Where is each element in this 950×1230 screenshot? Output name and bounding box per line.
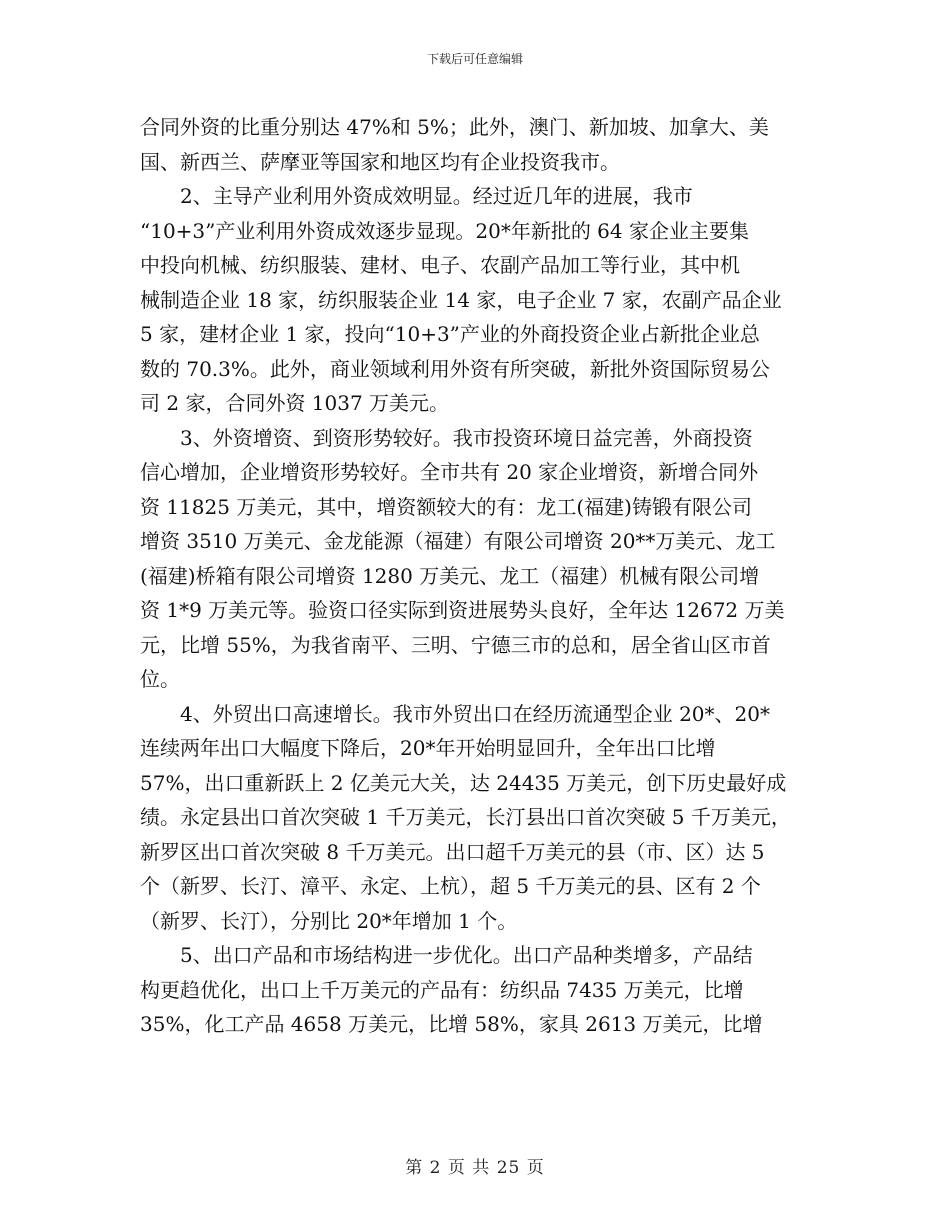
text-line: 增资 3510 万美元、金龙能源（福建）有限公司增资 20**万美元、龙工 bbox=[140, 529, 776, 553]
text-line: 元，比增 55%，为我省南平、三明、宁德三市的总和，居全省山区市首 bbox=[140, 632, 771, 657]
text-line: 械制造企业 18 家，纺织服装企业 14 家，电子企业 7 家，农副产品企业 bbox=[140, 287, 782, 312]
text-line: 中投向机械、纺织服装、建材、电子、农副产品加工等行业，其中机 bbox=[140, 253, 740, 277]
paragraph-5 bbox=[140, 938, 830, 1042]
text-line: 位。 bbox=[140, 667, 180, 691]
page-number: 第 2 页 共 25 页 bbox=[405, 1158, 545, 1178]
text-line: 5、出口产品和市场结构进一步优化。出口产品种类增多，产品结 bbox=[180, 943, 753, 967]
text-line: (福建)桥箱有限公司增资 1280 万美元、龙工（福建）机械有限公司增 bbox=[140, 563, 760, 588]
text-line: 信心增加，企业增资形势较好。全市共有 20 家企业增资，新增合同外 bbox=[140, 460, 759, 484]
text-line: 个（新罗、长汀、漳平、永定、上杭），超 5 千万美元的县、区有 2 个 bbox=[140, 874, 761, 898]
text-line: 5 家，建材企业 1 家，投向“10+3”产业的外商投资企业占新批企业总 bbox=[140, 322, 760, 346]
text-line: 4、外贸出口高速增长。我市外贸出口在经历流通型企业 20*、20* bbox=[180, 701, 770, 726]
paragraph-1 bbox=[140, 110, 830, 179]
text-line: 司 2 家，合同外资 1037 万美元。 bbox=[140, 391, 450, 415]
text-line: 连续两年出口大幅度下降后，20*年开始明显回升，全年出口比增 bbox=[140, 736, 716, 760]
paragraph-4 bbox=[140, 697, 830, 939]
text-line: 新罗区出口首次突破 8 千万美元。出口超千万美元的县（市、区）达 5 bbox=[140, 839, 765, 864]
text-line: “10+3”产业利用外资成效逐步显现。20*年新批的 64 家企业主要集 bbox=[140, 218, 749, 243]
text-line: 资 11825 万美元，其中，增资额较大的有：龙工(福建)铸锻有限公司 bbox=[140, 494, 752, 519]
page-header: 下载后可任意编辑 bbox=[426, 52, 523, 66]
text-line: 3、外资增资、到资形势较好。我市投资环境日益完善，外商投资 bbox=[180, 425, 753, 450]
text-line: 构更趋优化，出口上千万美元的产品有：纺织品 7435 万美元，比增 bbox=[140, 977, 744, 1002]
document-body bbox=[140, 110, 830, 1042]
text-line: 35%，化工产品 4658 万美元，比增 58%，家具 2613 万美元，比增 bbox=[140, 1012, 763, 1036]
text-line: 合同外资的比重分别达 47%和 5%；此外，澳门、新加坡、加拿大、美 bbox=[140, 115, 769, 139]
paragraph-3 bbox=[140, 421, 830, 697]
text-line: 绩。永定县出口首次突破 1 千万美元，长汀县出口首次突破 5 千万美元， bbox=[140, 805, 791, 829]
paragraph-2 bbox=[140, 179, 830, 421]
text-line: （新罗、长汀），分别比 20*年增加 1 个。 bbox=[140, 908, 518, 933]
text-line: 2、主导产业利用外资成效明显。经过近几年的进展，我市 bbox=[180, 184, 693, 208]
text-line: 数的 70.3%。此外，商业领域利用外资有所突破，新批外资国际贸易公 bbox=[140, 356, 770, 381]
text-line: 资 1*9 万美元等。验资口径实际到资进展势头良好，全年达 12672 万美 bbox=[140, 598, 785, 622]
text-line: 国、新西兰、萨摩亚等国家和地区均有企业投资我市。 bbox=[140, 149, 620, 174]
text-line: 57%，出口重新跃上 2 亿美元大关，达 24435 万美元，创下历史最好成 bbox=[140, 770, 787, 795]
